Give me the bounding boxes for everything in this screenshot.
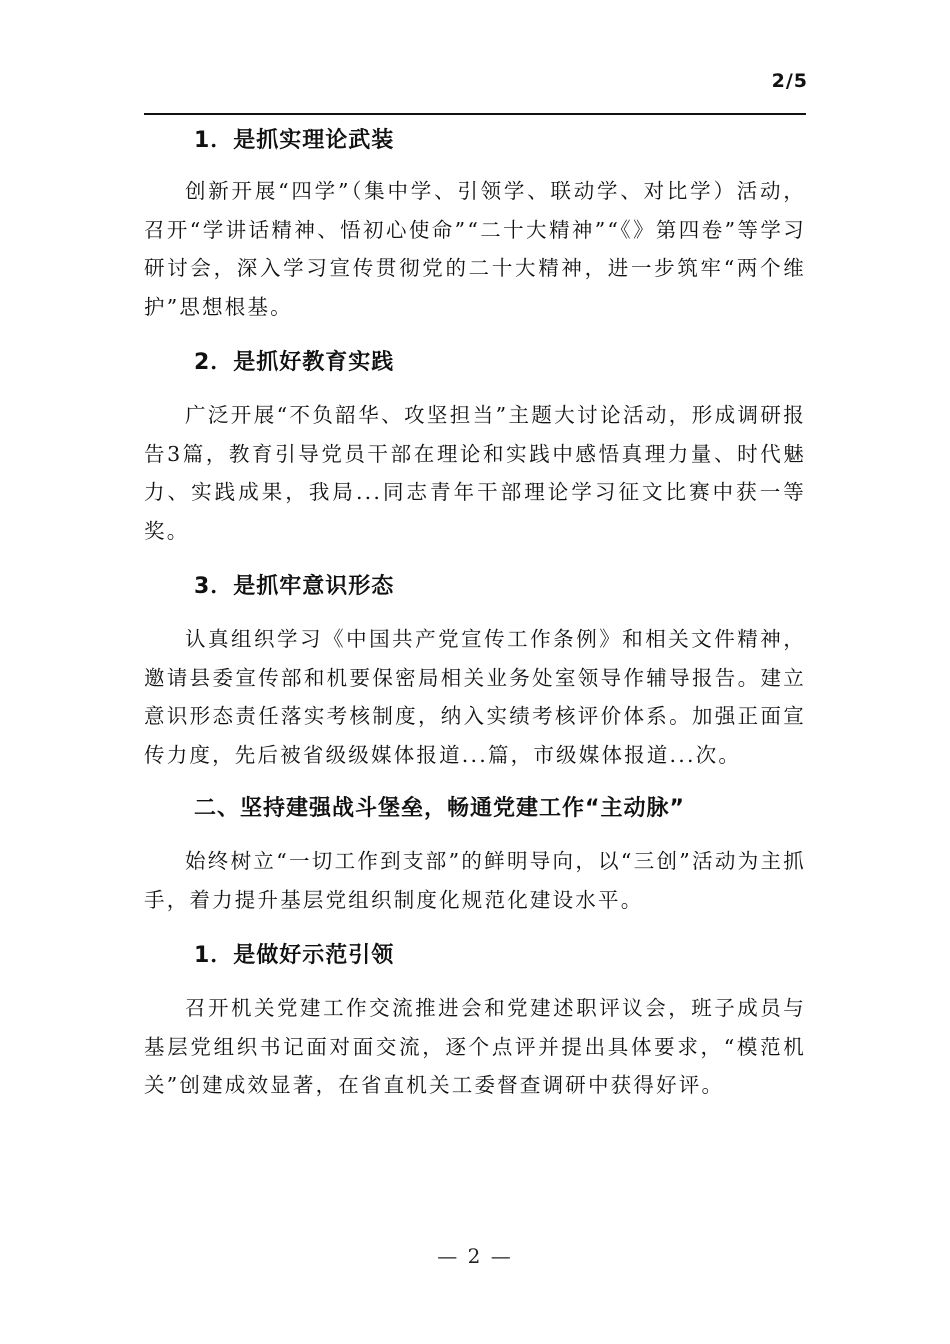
document-body	[144, 118, 806, 1105]
subheading-ideology: 3．是抓牢意识形态	[194, 574, 395, 599]
footer-page-number: — 2 —	[437, 1244, 513, 1268]
paragraph-intro: 始终树立“一切工作到支部”的鲜明导向，以“三创”活动为主抓手，着力提升基层党组织制度化规范化建设水平。	[144, 849, 806, 912]
paragraph-education: 广泛开展“不负韶华、攻坚担当”主题大讨论活动，形成调研报告3篇，教育引导党员干部在理论和实践中感悟真理力量、时代魅力、实践成果，我局...同志青年干部理论学习征文比赛中获一等奖。	[144, 403, 806, 543]
paragraph-theory: 创新开展“四学”（集中学、引领学、联动学、对比学）活动，召开“学讲话精神、悟初心使命”“二十大精神”“《》第四卷”等学习研讨会，深入学习宣传贯彻党的二十大精神，进一步筑牢“两个维护”思想根基。	[144, 179, 806, 319]
subheading-education: 2．是抓好教育实践	[194, 350, 395, 375]
paragraph-demonstration: 召开机关党建工作交流推进会和党建述职评议会，班子成员与基层党组织书记面对面交流，逐个点评并提出具体要求，“模范机关”创建成效显著，在省直机关工委督查调研中获得好评。	[144, 996, 806, 1097]
subheading-theory: 1．是抓实理论武装	[194, 128, 395, 153]
section-heading-two: 二、坚持建强战斗堡垒，畅通党建工作“主动脉”	[194, 796, 685, 821]
page-counter: 2/5	[771, 70, 808, 92]
paragraph-ideology: 认真组织学习《中国共产党宣传工作条例》和相关文件精神，邀请县委宣传部和机要保密局相关业务处室领导作辅导报告。建立意识形态责任落实考核制度，纳入实绩考核评价体系。加强正面宣传力度，先后被省级级媒体报道...篇，市级媒体报道...次。	[144, 627, 806, 767]
subheading-demonstration: 1．是做好示范引领	[194, 943, 395, 968]
header-rule	[144, 113, 806, 115]
